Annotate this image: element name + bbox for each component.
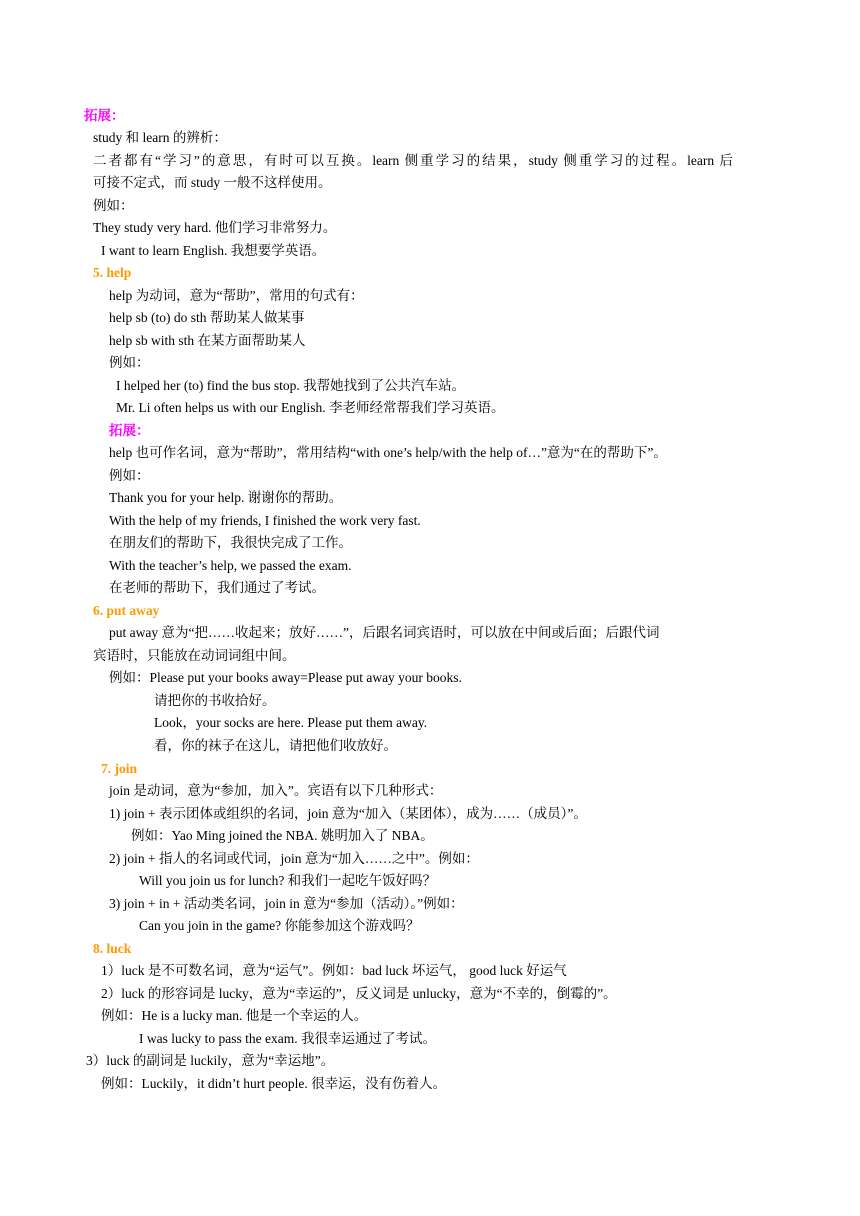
luck-example-2: I was lucky to pass the exam. 我很幸运通过了考试。 (139, 1031, 436, 1046)
study-learn-body-line2: 可接不定式，而 study 一般不这样使用。 (93, 175, 332, 190)
help-example-4: With the help of my friends, I finished the work very fast. (109, 513, 421, 528)
put-away-example-1-translation: 请把你的书收拾好。 (154, 693, 276, 708)
extension-label: 拓展： (84, 108, 125, 123)
help-noun-usage: help 也可作名词，意为“帮助”，常用结构“with one’s help/with the help of…”意为“在的帮助下”。 (109, 445, 667, 460)
help-example-2: Mr. Li often helps us with our English. 李老师经常帮我们学习英语。 (116, 400, 505, 415)
put-away-example-2: Look，your socks are here. Please put them away. (154, 715, 428, 730)
join-item-3-example: Can you join in the game? 你能参加这个游戏吗？ (139, 918, 420, 933)
section-heading-join: 7. join (101, 761, 138, 776)
help-description: help 为动词，意为“帮助”，常用的句式有： (109, 288, 364, 303)
help-example-3: Thank you for your help. 谢谢你的帮助。 (109, 490, 343, 505)
luck-item-3: 3）luck 的副词是 luckily，意为“幸运地”。 (86, 1053, 335, 1068)
join-item-1-example: 例如：Yao Ming joined the NBA. 姚明加入了 NBA。 (131, 828, 434, 843)
join-description: join 是动词，意为“参加，加入”。宾语有以下几种形式： (109, 783, 443, 798)
study-example: They study very hard. 他们学习非常努力。 (93, 220, 337, 235)
join-item-2-example: Will you join us for lunch? 和我们一起吃午饭好吗？ (139, 873, 437, 888)
example-label: 例如： (93, 198, 134, 213)
put-away-example-2-translation: 看，你的袜子在这儿，请把他们收放好。 (154, 738, 397, 753)
join-item-1: 1) join + 表示团体或组织的名词，join 意为“加入（某团体），成为……（成员）”。 (109, 806, 587, 821)
luck-example-3: 例如：Luckily，it didn’t hurt people. 很幸运，没有伤着人。 (101, 1076, 447, 1091)
section-heading-put-away: 6. put away (93, 603, 160, 618)
put-away-example-1: 例如：Please put your books away=Please put away your books. (109, 670, 462, 685)
learn-example: I want to learn English. 我想要学英语。 (101, 243, 326, 258)
help-example-label: 例如： (109, 355, 150, 370)
luck-example-1: 例如：He is a lucky man. 他是一个幸运的人。 (101, 1008, 368, 1023)
section-heading-help: 5. help (93, 265, 132, 280)
join-item-2: 2) join + 指人的名词或代词，join 意为“加入……之中”。例如： (109, 851, 479, 866)
help-example-1: I helped her (to) find the bus stop. 我帮她找到了公共汽车站。 (116, 378, 466, 393)
help-example-label-2: 例如： (109, 468, 150, 483)
luck-item-2: 2）luck 的形容词是 lucky，意为“幸运的”，反义词是 unlucky，意为“不幸的，倒霉的”。 (101, 986, 617, 1001)
section-heading-luck: 8. luck (93, 941, 132, 956)
help-pattern-1: help sb (to) do sth 帮助某人做某事 (109, 310, 305, 325)
help-example-5-translation: 在老师的帮助下，我们通过了考试。 (109, 580, 325, 595)
study-learn-body-line1: 二者都有“学习”的意思，有时可以互换。learn 侧重学习的结果，study 侧重学习的过程。learn 后 (93, 153, 733, 168)
join-item-3: 3) join + in + 活动类名词，join in 意为“参加（活动）。”例如： (109, 896, 464, 911)
help-example-5: With the teacher’s help, we passed the exam. (109, 558, 352, 573)
put-away-description-line2: 宾语时，只能放在动词词组中间。 (93, 648, 296, 663)
help-extension-label: 拓展： (109, 423, 150, 438)
help-pattern-2: help sb with sth 在某方面帮助某人 (109, 333, 306, 348)
luck-item-1: 1）luck 是不可数名词，意为“运气”。例如：bad luck 坏运气， good luck 好运气 (101, 963, 567, 978)
put-away-description-line1: put away 意为“把……收起来；放好……”，后跟名词宾语时，可以放在中间或后面；后跟代词 (109, 625, 660, 640)
study-learn-title: study 和 learn 的辨析： (93, 130, 227, 145)
help-example-4-translation: 在朋友们的帮助下，我很快完成了工作。 (109, 535, 352, 550)
